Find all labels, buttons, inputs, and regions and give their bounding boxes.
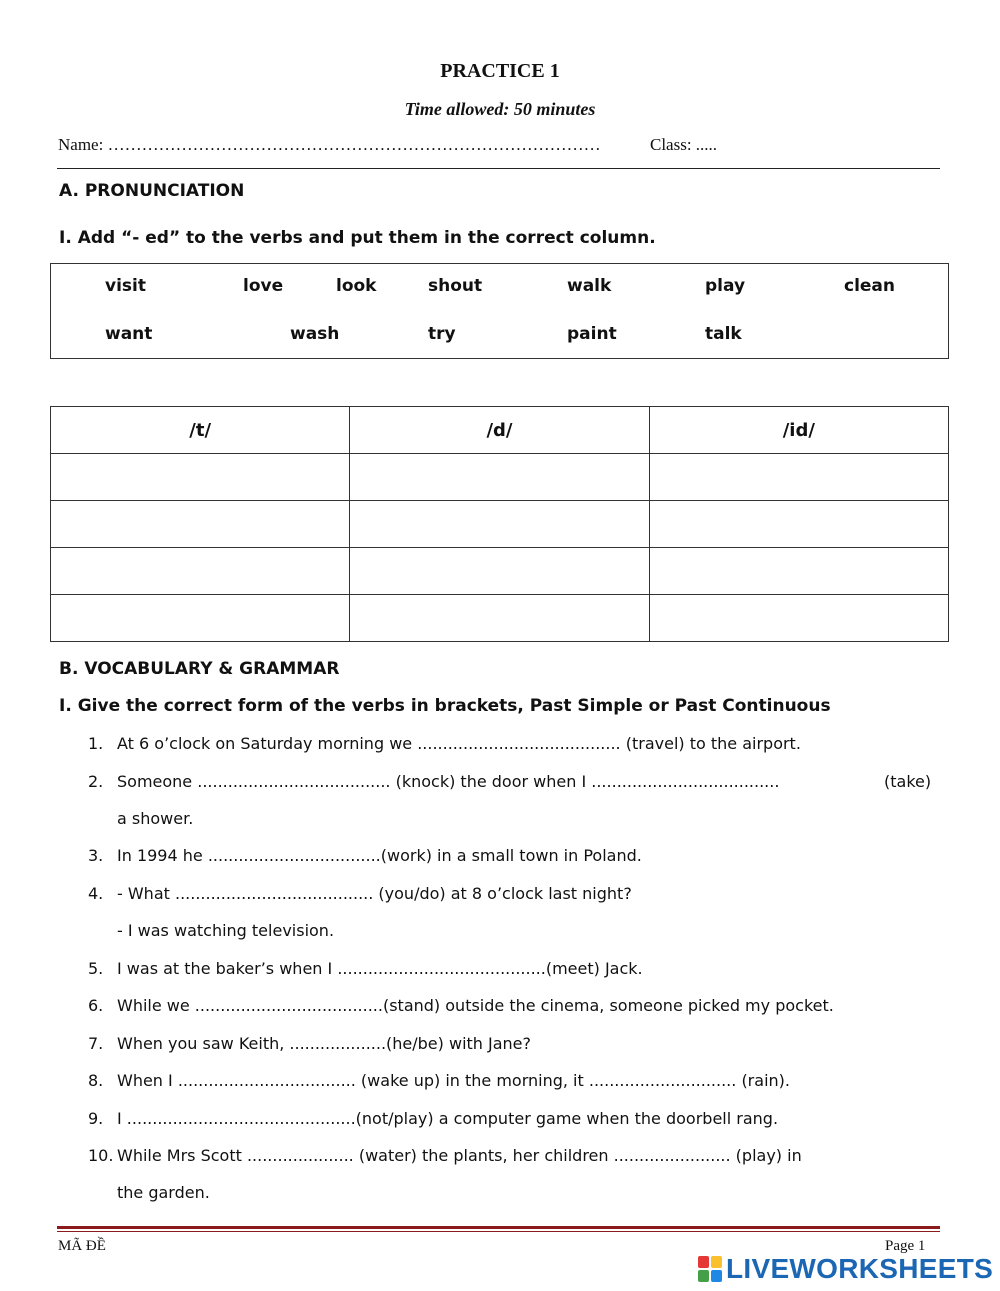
- word-item[interactable]: visit: [105, 276, 146, 296]
- table-row: [51, 548, 949, 595]
- answer-cell[interactable]: [649, 501, 948, 548]
- pronunciation-table: [50, 406, 949, 642]
- section-b-task: I. Give the correct form of the verbs in brackets, Past Simple or Past Continuous: [59, 696, 831, 716]
- question-number: 6.: [88, 996, 104, 1015]
- column-header-d: /d/: [350, 407, 649, 454]
- table-header-row: [51, 407, 949, 454]
- question-1[interactable]: At 6 o’clock on Saturday morning we ........................................ (travel) to the airport.: [117, 734, 801, 753]
- answer-cell[interactable]: [649, 595, 948, 642]
- question-6[interactable]: While we .....................................(stand) outside the cinema, someone picked my pocket.: [117, 996, 834, 1015]
- answer-cell[interactable]: [51, 548, 350, 595]
- question-9[interactable]: I .............................................(not/play) a computer game when the doorbell rang.: [117, 1109, 779, 1128]
- word-item[interactable]: want: [105, 324, 153, 344]
- logo-square: [698, 1270, 709, 1282]
- question-5[interactable]: I was at the baker’s when I .........................................(meet) Jack.: [117, 959, 643, 978]
- answer-cell[interactable]: [649, 548, 948, 595]
- section-a-task: I. Add “- ed” to the verbs and put them in the correct column.: [59, 228, 656, 248]
- word-item[interactable]: talk: [705, 324, 742, 344]
- answer-cell[interactable]: [350, 548, 649, 595]
- logo-square: [711, 1270, 722, 1282]
- word-item[interactable]: paint: [567, 324, 617, 344]
- question-number: 10.: [88, 1146, 114, 1165]
- word-item[interactable]: clean: [844, 276, 896, 296]
- word-item[interactable]: look: [336, 276, 377, 296]
- question-number: 5.: [88, 959, 104, 978]
- answer-cell[interactable]: [649, 454, 948, 501]
- column-header-id: /id/: [649, 407, 948, 454]
- logo-square: [698, 1256, 709, 1268]
- header-divider: [57, 168, 940, 169]
- footer-divider: [57, 1226, 940, 1229]
- question-number: 4.: [88, 884, 104, 903]
- word-item[interactable]: wash: [290, 324, 340, 344]
- question-number: 2.: [88, 772, 104, 791]
- question-4[interactable]: - What ....................................... (you/do) at 8 o’clock last night?: [117, 884, 632, 903]
- word-item[interactable]: play: [705, 276, 746, 296]
- name-field[interactable]: Name: ……………………………………………………………………………: [58, 135, 601, 154]
- page-number: Page 1: [885, 1238, 926, 1254]
- answer-cell[interactable]: [51, 454, 350, 501]
- question-number: 7.: [88, 1034, 104, 1053]
- word-item[interactable]: walk: [567, 276, 612, 296]
- column-header-t: /t/: [51, 407, 350, 454]
- question-number: 1.: [88, 734, 104, 753]
- answer-cell[interactable]: [350, 595, 649, 642]
- page-title: PRACTICE 1: [440, 60, 560, 82]
- question-2-continuation: a shower.: [117, 809, 194, 828]
- question-number: 8.: [88, 1071, 104, 1090]
- question-7[interactable]: When you saw Keith, ...................(he/be) with Jane?: [117, 1034, 532, 1053]
- question-number: 3.: [88, 846, 104, 865]
- question-10-continuation: the garden.: [117, 1183, 210, 1202]
- table-row: [51, 454, 949, 501]
- logo-square: [711, 1256, 722, 1268]
- word-item[interactable]: shout: [428, 276, 483, 296]
- liveworksheets-logo[interactable]: [698, 1254, 993, 1284]
- footer-code: MÃ ĐỀ: [58, 1238, 106, 1254]
- answer-cell[interactable]: [51, 595, 350, 642]
- question-number: 9.: [88, 1109, 104, 1128]
- word-item[interactable]: love: [243, 276, 284, 296]
- class-field[interactable]: Class: .....: [650, 135, 718, 154]
- question-2-verb: (take): [884, 772, 932, 791]
- time-allowed: Time allowed: 50 minutes: [404, 99, 596, 119]
- table-row: [51, 595, 949, 642]
- footer-divider-thin: [57, 1231, 940, 1232]
- logo-text: LIVEWORKSHEETS: [726, 1253, 994, 1284]
- question-8[interactable]: When I ................................... (wake up) in the morning, it ............................. (rain).: [117, 1071, 790, 1090]
- word-bank: [50, 263, 949, 359]
- answer-cell[interactable]: [350, 501, 649, 548]
- table-row: [51, 501, 949, 548]
- section-a-heading: A. PRONUNCIATION: [59, 181, 245, 201]
- question-2[interactable]: Someone ...................................... (knock) the door when I .....................................: [117, 772, 780, 791]
- section-b-heading: B. VOCABULARY & GRAMMAR: [59, 659, 340, 679]
- word-item[interactable]: try: [428, 324, 456, 344]
- logo-mark-icon: [698, 1256, 722, 1282]
- question-3[interactable]: In 1994 he ..................................(work) in a small town in Poland.: [117, 846, 642, 865]
- question-10[interactable]: While Mrs Scott ..................... (water) the plants, her children ....................... (play) in: [117, 1146, 802, 1165]
- question-4-continuation: - I was watching television.: [117, 921, 335, 940]
- answer-cell[interactable]: [51, 501, 350, 548]
- answer-cell[interactable]: [350, 454, 649, 501]
